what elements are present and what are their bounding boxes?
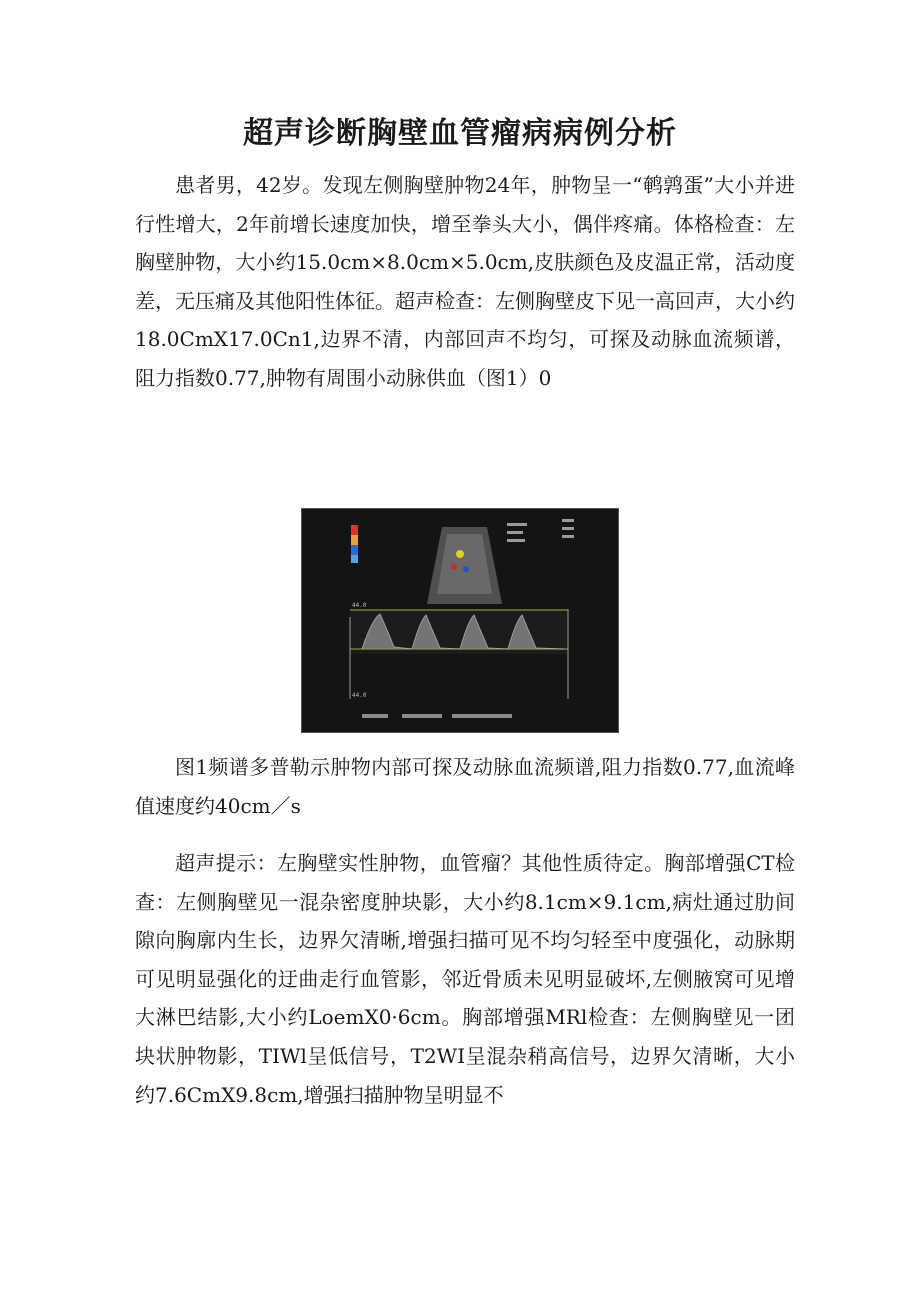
figure-caption: 图1频谱多普勒示肿物内部可探及动脉血流频谱,阻力指数0.77,血流峰值速度约40cm／s (135, 755, 795, 818)
case-paragraph: 患者男，42岁。发现左侧胸壁肿物24年，肿物呈一“鹌鹑蛋”大小并进行性增大，2年前增长速度加快，增至拳头大小，偶伴疼痛。体格检查：左胸壁肿物，大小约15.0cm×8.0cm×5.0cm,皮肤颜色及皮温正常，活动度差，无压痛及其他阳性体征。超声检查：左侧胸壁皮下见一高回声，大小约18.0CmX17.0Cn1,边界不清，内部回声不均匀，可探及动脉血流频谱，阻力指数0.77,肿物有周围小动脉供血（图1）0 (135, 173, 795, 390)
scale-top-label: 44.0 (352, 602, 367, 609)
scale-bottom-label: 44.0 (352, 692, 367, 699)
page-title: 超声诊断胸壁血管瘤病病例分析 (243, 116, 677, 151)
findings-paragraph: 超声提示：左胸壁实性肿物，血管瘤？其他性质待定。胸部增强CT检查：左侧胸壁见一混杂密度肿块影，大小约8.1cm×9.1cm,病灶通过肋间隙向胸廓内生长，边界欠清晰,增强扫描可见不均匀轻至中度强化，动脉期可见明显强化的迂曲走行血管影，邻近骨质未见明显破坏,左侧腋窝可见增大淋巴结影,大小约LoemX0·6cm。胸部增强MRl检查：左侧胸壁见一团块状肿物影，TIWl呈低信号，T2WI呈混杂稍高信号，边界欠清晰，大小约7.6CmX9.8cm,增强扫描肿物呈明显不 (135, 851, 795, 1107)
color-scale-icon (351, 525, 358, 535)
ultrasound-image (302, 509, 618, 732)
doppler-ultrasound-figure (301, 508, 619, 733)
